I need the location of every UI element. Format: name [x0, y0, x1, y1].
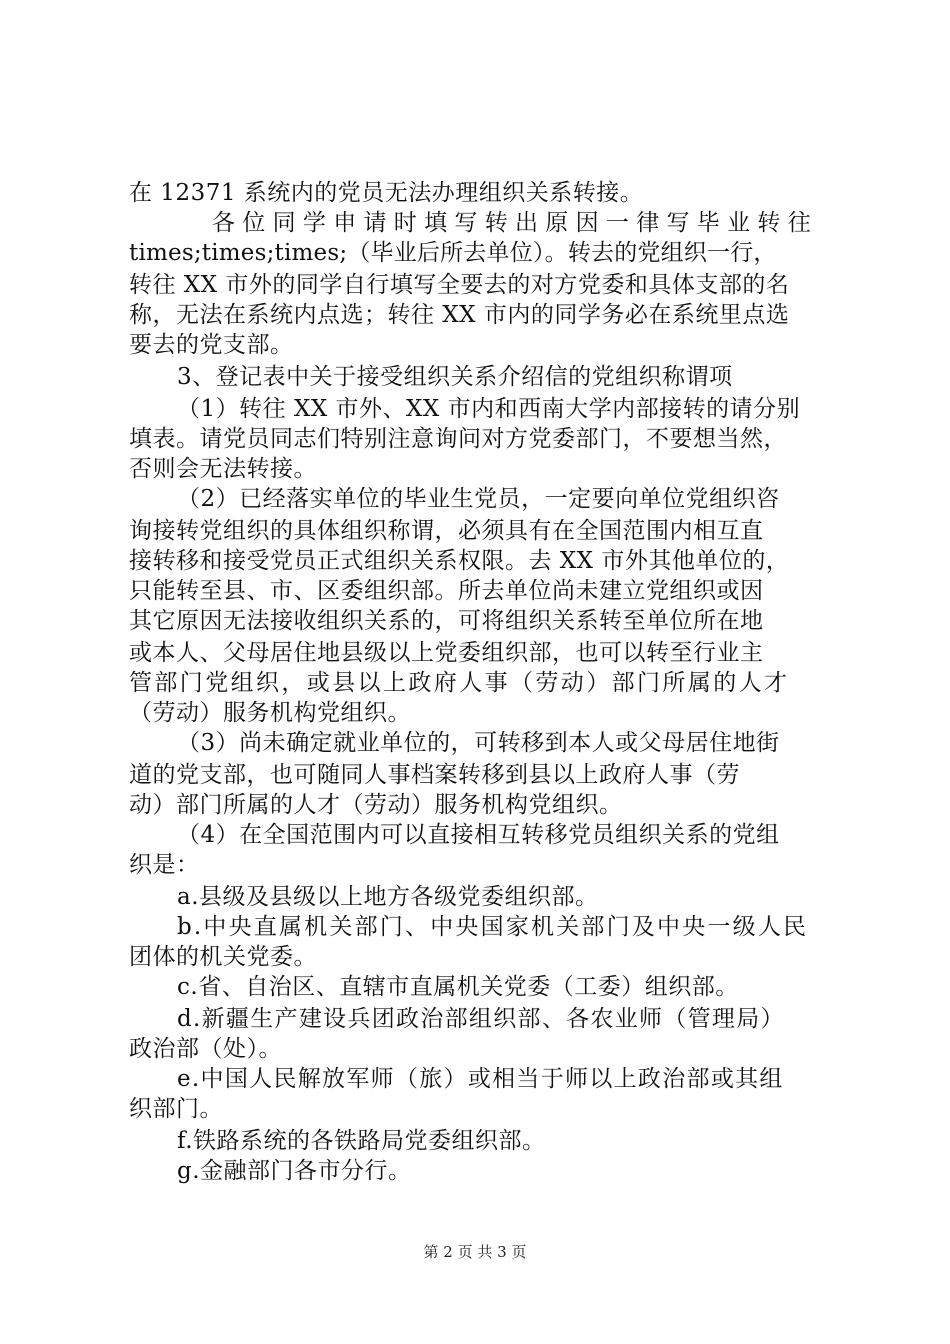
text-line: 只能转至县、市、区委组织部。所去单位尚未建立党组织或因 [129, 578, 764, 604]
text-line: （1）转往 XX 市外、XX 市内和西南大学内部接转的请分别 [177, 396, 801, 422]
list-item: c.省、自治区、直辖市直属机关党委（工委）组织部。 [177, 974, 739, 1000]
text-line: 团体的机关党委。 [129, 944, 317, 970]
text-line: 或本人、父母居住地县级以上党委组织部，也可以转至行业主 [129, 640, 764, 666]
list-item: b.中央直属机关部门、中央国家机关部门及中央一级人民 [177, 914, 809, 940]
text-line: 要去的党支部。 [129, 332, 294, 358]
text-line: 道的党支部，也可随同人事档案转移到县以上政府人事（劳 [129, 762, 740, 788]
list-item: g.金融部门各市分行。 [177, 1158, 412, 1184]
text-line: 接转移和接受党员正式组织关系权限。去 XX 市外其他单位的， [129, 548, 790, 574]
text-line: 织部门。 [129, 1096, 223, 1122]
text-line: 在 12371 系统内的党员无法办理组织关系转接。 [129, 180, 644, 206]
text-line: 织是： [129, 852, 200, 878]
text-line: 各位同学申请时填写转出原因一律写毕业转往 [212, 210, 818, 236]
text-line: 其它原因无法接收组织关系的，可将组织关系转至单位所在地 [129, 608, 764, 634]
text-line: times;times;times;（毕业后所去单位）。转去的党组织一行， [129, 240, 777, 266]
list-item: a.县级及县级以上地方各级党委组织部。 [177, 884, 599, 910]
text-line: 填表。请党员同志们特别注意询问对方党委部门，不要想当然， [129, 426, 787, 452]
text-line: 否则会无法转接。 [129, 456, 317, 482]
list-item: e.中国人民解放军师（旅）或相当于师以上政治部或其组 [177, 1066, 784, 1092]
text-line: 动）部门所属的人才（劳动）服务机构党组织。 [129, 792, 623, 818]
page-footer: 第 2 页 共 3 页 [423, 1243, 527, 1261]
text-line: 转往 XX 市外的同学自行填写全要去的对方党委和具体支部的名 [129, 272, 790, 298]
text-line: （4）在全国范围内可以直接相互转移党员组织关系的党组 [177, 822, 780, 848]
text-line: 询接转党组织的具体组织称谓，必须具有在全国范围内相互直 [129, 518, 764, 544]
list-item: f.铁路系统的各铁路局党委组织部。 [177, 1128, 546, 1154]
text-line: （劳动）服务机构党组织。 [129, 700, 411, 726]
text-line: （3）尚未确定就业单位的，可转移到本人或父母居住地街 [177, 730, 780, 756]
list-item: d.新疆生产建设兵团政治部组织部、各农业师（管理局） [177, 1006, 785, 1032]
text-line: 称，无法在系统内点选；转往 XX 市内的同学务必在系统里点选 [129, 302, 790, 328]
text-line: 管部门党组织，或县以上政府人事（劳动）部门所属的人才 [129, 670, 790, 696]
text-line: 政治部（处）。 [129, 1036, 282, 1062]
text-line: （2）已经落实单位的毕业生党员，一定要向单位党组织咨 [177, 486, 780, 512]
section-heading: 3、登记表中关于接受组织关系介绍信的党组织称谓项 [177, 364, 733, 390]
